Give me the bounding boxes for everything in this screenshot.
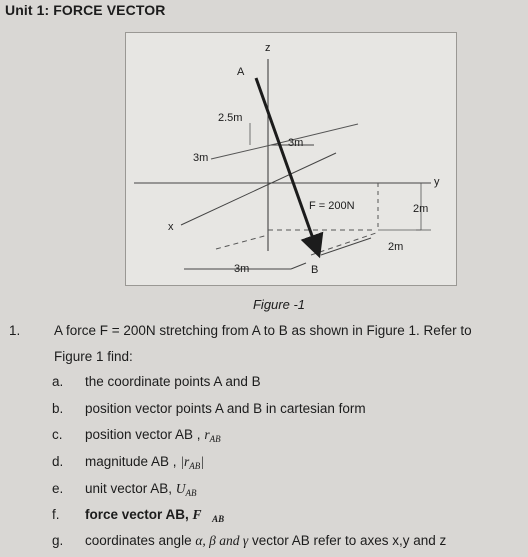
item-e-label: e. <box>52 481 64 496</box>
z-label: z <box>265 42 271 54</box>
item-c-sub: AB <box>209 434 221 444</box>
item-a <box>52 374 261 389</box>
item-c <box>52 427 221 444</box>
item-b-text: position vector points A and B in cartesian form <box>85 401 366 416</box>
dim-3m-top-label: 3m <box>288 137 304 149</box>
dim-3m-left-label: 3m <box>193 152 209 164</box>
item-e <box>52 481 197 498</box>
item-f-label: f. <box>52 507 60 522</box>
item-f-sub: AB <box>212 514 225 524</box>
item-f-text: force vector AB, <box>85 507 193 522</box>
dashed-line-3 <box>311 233 376 255</box>
figure-caption: Figure -1 <box>252 297 306 312</box>
item-b <box>52 401 366 416</box>
page-title: Unit 1: FORCE VECTOR <box>5 2 166 18</box>
item-d-text: magnitude AB , <box>85 454 181 469</box>
item-c-label: c. <box>52 427 63 442</box>
item-c-text: position vector AB , <box>85 427 205 442</box>
figure-1 <box>125 32 457 286</box>
dim-2m-right-label: 2m <box>413 203 429 215</box>
force-vector-diagram <box>126 33 456 285</box>
item-g-text: coordinates angle <box>85 533 196 548</box>
question-number: 1. <box>9 323 21 338</box>
item-g-math: α, β and γ <box>195 533 249 548</box>
question-continuation: Figure 1 find: <box>54 349 133 364</box>
item-b-label: b. <box>52 401 64 416</box>
dim-3m-bottom-label: 3m <box>234 263 250 275</box>
question-text: A force F = 200N stretching from A to B as shown in Figure 1. Refer to <box>54 323 472 338</box>
item-d-label: d. <box>52 454 64 469</box>
force-label: F = 200N <box>309 200 355 212</box>
item-d-math-end: | <box>200 454 204 469</box>
item-e-text: unit vector AB, <box>85 481 176 496</box>
item-g <box>52 533 446 549</box>
x-axis-label: x <box>168 221 174 233</box>
item-a-text: the coordinate points A and B <box>85 374 261 389</box>
dashed-line-2 <box>216 235 268 249</box>
upper-diagonal <box>211 145 271 159</box>
item-d-math: |r <box>180 454 190 469</box>
force-vector-ab <box>256 78 316 247</box>
item-d <box>52 454 204 471</box>
item-g-label: g. <box>52 533 64 548</box>
y-axis-label: y <box>434 176 440 188</box>
item-a-label: a. <box>52 374 64 389</box>
dim-2m-bottom-label: 2m <box>388 241 404 253</box>
item-e-sub: AB <box>185 488 197 498</box>
point-a-label: A <box>237 66 245 78</box>
item-f <box>52 507 224 524</box>
item-c-math: r <box>204 427 210 442</box>
item-d-sub: AB <box>189 461 201 471</box>
item-f-math: F⃗ <box>192 507 213 522</box>
point-b-label: B <box>311 264 319 276</box>
item-g-text-end: vector AB refer to axes x,y and z <box>248 533 447 548</box>
item-e-math: U <box>175 481 186 496</box>
dim-2-5m-label: 2.5m <box>218 112 243 124</box>
